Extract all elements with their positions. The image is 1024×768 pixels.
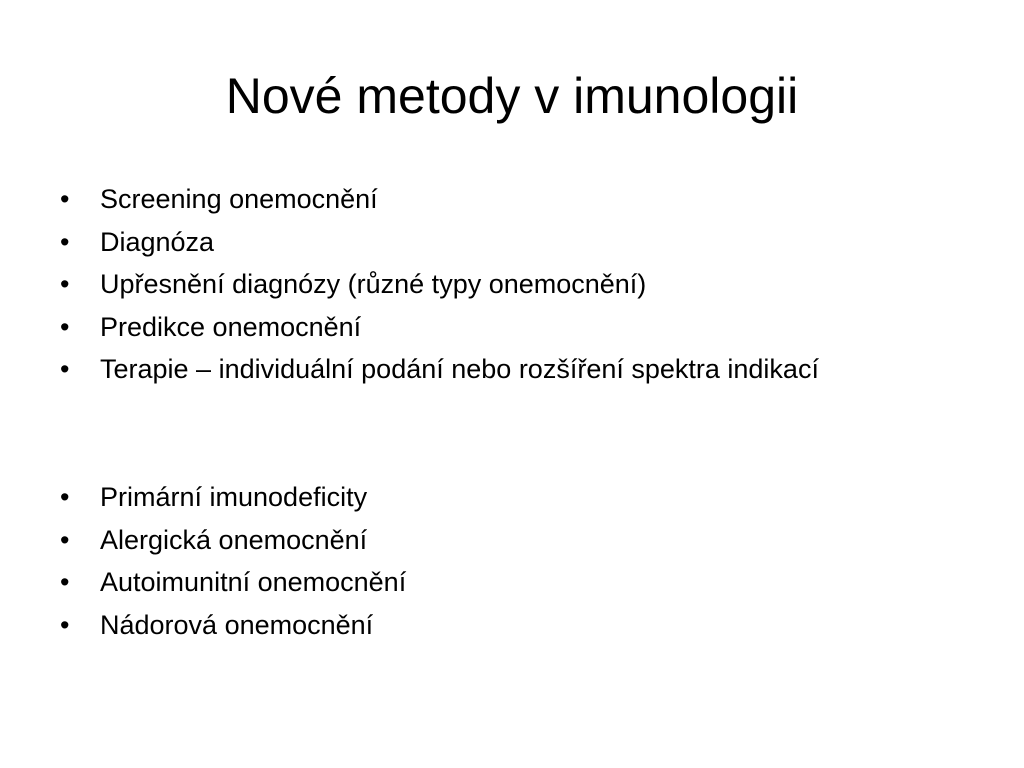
list-item: • Alergická onemocnění bbox=[60, 519, 406, 562]
list-item: • Screening onemocnění bbox=[60, 178, 819, 221]
list-item: • Terapie – individuální podání nebo rozšíření spektra indikací bbox=[60, 348, 819, 391]
list-item: • Predikce onemocnění bbox=[60, 306, 819, 349]
bullet-list-uses bbox=[60, 178, 819, 391]
slide-title: Nové metody v imunologii bbox=[225, 68, 799, 124]
list-item: • Autoimunitní onemocnění bbox=[60, 561, 406, 604]
bullet-list-diseases bbox=[60, 476, 406, 646]
list-item: • Diagnóza bbox=[60, 221, 819, 264]
list-item: • Primární imunodeficity bbox=[60, 476, 406, 519]
list-item: • Upřesnění diagnózy (různé typy onemocnění) bbox=[60, 263, 819, 306]
list-item: • Nádorová onemocnění bbox=[60, 604, 406, 647]
